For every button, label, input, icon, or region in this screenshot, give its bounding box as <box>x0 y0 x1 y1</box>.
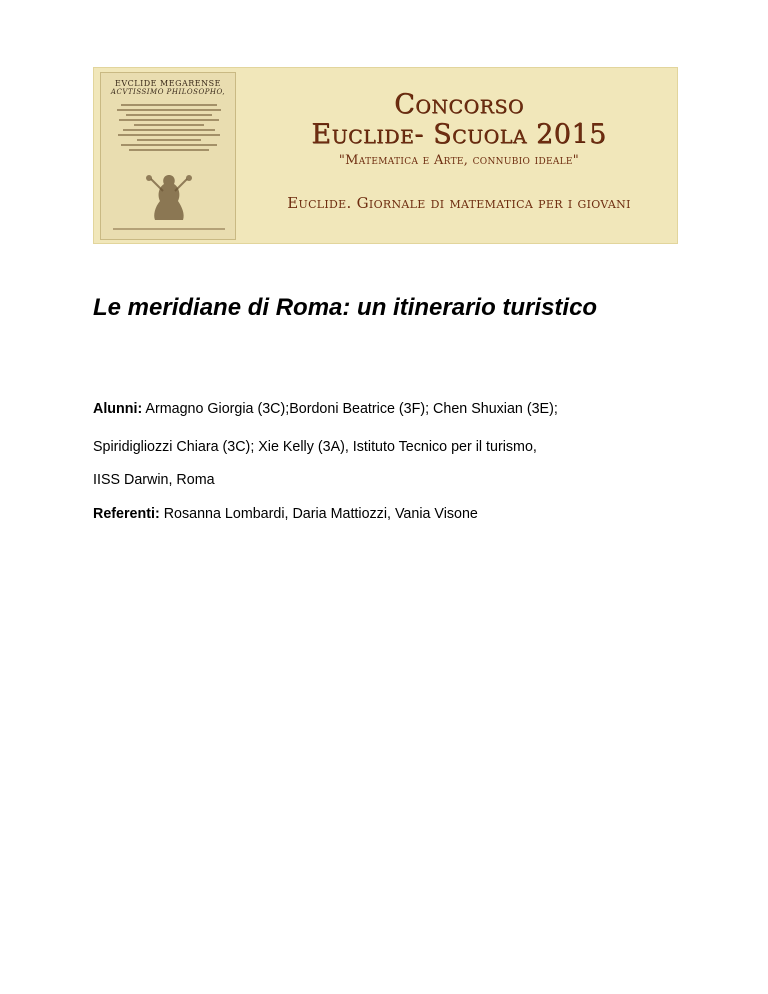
book-cover-image <box>100 72 236 240</box>
contest-title <box>244 90 674 150</box>
contest-title-line2: Euclide- Scuola 2015 <box>311 119 607 150</box>
referents-label: Referenti: <box>93 506 160 522</box>
allegorical-figure-icon <box>133 171 205 221</box>
students-line2: Spiridigliozzi Chiara (3C); Xie Kelly (3A), Istituto Tecnico per il turismo, <box>93 439 537 455</box>
document-title: Le meridiane di Roma: un itinerario turistico <box>93 294 598 321</box>
book-cover-text-lines <box>115 101 223 154</box>
referents-line <box>93 505 478 523</box>
referents-names: Rosanna Lombardi, Daria Mattiozzi, Vania Visone <box>163 506 478 522</box>
students-line3: IISS Darwin, Roma <box>93 472 215 488</box>
journal-name: Euclide. Giornale di matematica per i giovani <box>287 194 631 212</box>
contest-banner <box>93 67 678 244</box>
book-cover-title-line1: EVCLIDE MEGARENSE <box>115 79 221 88</box>
students-line1 <box>93 400 558 418</box>
students-label: Alunni: <box>93 401 143 417</box>
book-cover-imprint <box>113 228 225 230</box>
book-cover-title-line2: ACVTISSIMO PHILOSOPHO, <box>110 88 226 96</box>
contest-subtitle: "Matematica e Arte, connubio ideale" <box>338 153 580 168</box>
students-names-line1: Armagno Giorgia (3C);Bordoni Beatrice (3F); Chen Shuxian (3E); <box>145 401 558 417</box>
contest-title-line1: Concorso <box>394 89 524 120</box>
book-cover-title <box>101 79 235 97</box>
